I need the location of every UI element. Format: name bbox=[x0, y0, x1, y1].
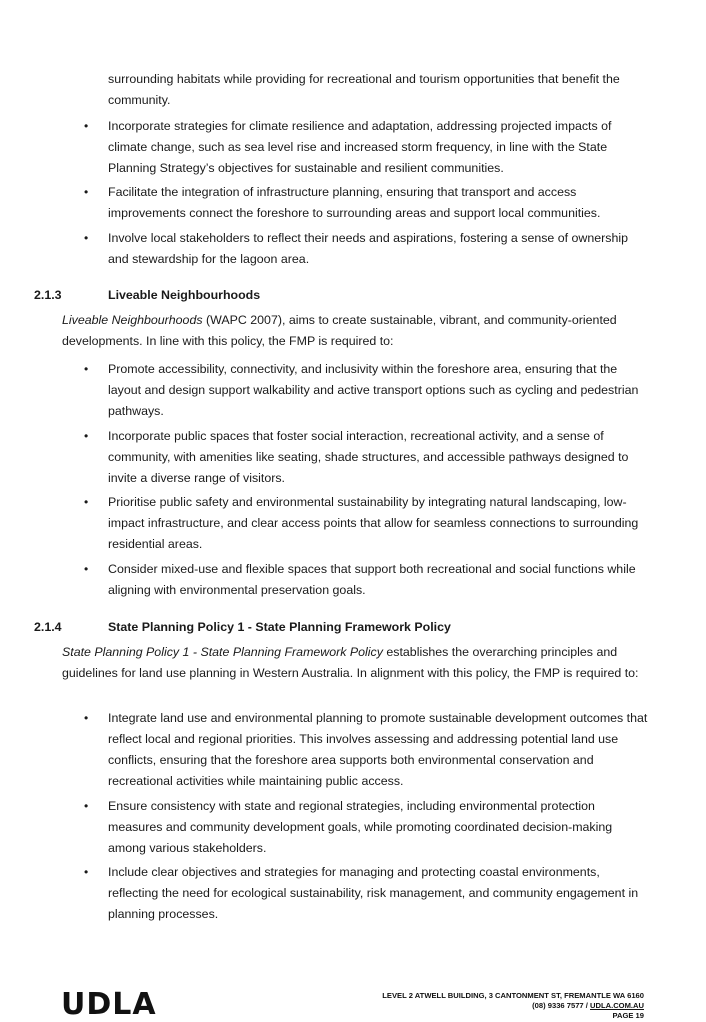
list-item: • Include clear objectives and strategies for managing and protecting coastal environments, reflecting the need for ecological sustainability, risk management, and community engagement in planning processes. bbox=[108, 862, 648, 925]
list-item: • Promote accessibility, connectivity, and inclusivity within the foreshore area, ensuring that the layout and design support walkability and active transport options such as cycling and pedestrian pathways. bbox=[108, 359, 648, 422]
udla-logo: UDLA bbox=[61, 987, 157, 1022]
bullet-icon: • bbox=[84, 495, 89, 509]
page-footer bbox=[382, 991, 644, 1021]
list-item: • Facilitate the integration of infrastructure planning, ensuring that transport and access improvements connect the foreshore to surrounding areas and support local communities. bbox=[108, 182, 648, 224]
section-heading-2-1-4 bbox=[34, 617, 451, 638]
bullet-icon: • bbox=[84, 185, 89, 199]
section-number: 2.1.4 bbox=[34, 620, 62, 634]
section-number: 2.1.3 bbox=[34, 288, 62, 302]
footer-contact bbox=[382, 1001, 644, 1011]
section-intro-paragraph: Liveable Neighbourhoods (WAPC 2007), aims to create sustainable, vibrant, and community-oriented developments. In line with this policy, the FMP is required to: bbox=[62, 313, 617, 348]
section-intro-paragraph: State Planning Policy 1 - State Planning Framework Policy establishes the overarching principles and guidelines for land use planning in Western Australia. In alignment with this policy, the FMP is required to: bbox=[62, 645, 639, 680]
bullet-icon: • bbox=[84, 865, 89, 879]
list-item: • Integrate land use and environmental planning to promote sustainable development outcomes that reflect local and regional priorities. This involves assessing and addressing potential land use conflicts, ensuring that the foreshore area supports both environmental conservation and recreational activities while maintaining public access. bbox=[108, 708, 648, 792]
footer-address: LEVEL 2 ATWELL BUILDING, 3 CANTONMENT ST, FREMANTLE WA 6160 bbox=[382, 991, 644, 1000]
bullet-icon: • bbox=[84, 711, 89, 725]
bullet-icon: • bbox=[84, 362, 89, 376]
list-item: • Incorporate strategies for climate resilience and adaptation, addressing projected impacts of climate change, such as sea level rise and increased storm frequency, in line with the State Planning Strategy’s objectives for sustainable and resilient communities. bbox=[108, 116, 648, 179]
footer-website-link[interactable]: UDLA.COM.AU bbox=[590, 1001, 644, 1010]
bullet-icon: • bbox=[84, 562, 89, 576]
bullet-icon: • bbox=[84, 119, 89, 133]
bullet-icon: • bbox=[84, 231, 89, 245]
section-heading-2-1-3 bbox=[34, 285, 260, 306]
section-title: State Planning Policy 1 - State Planning Framework Policy bbox=[108, 620, 451, 634]
page-number: PAGE 19 bbox=[612, 1011, 644, 1020]
list-item: • Prioritise public safety and environmental sustainability by integrating natural landscaping, low-impact infrastructure, and clear access points that allow for seamless connections to surrounding residential areas. bbox=[108, 492, 648, 555]
footer-phone: (08) 9336 7577 bbox=[532, 1001, 584, 1010]
section-title: Liveable Neighbourhoods bbox=[108, 288, 261, 302]
list-item: • Consider mixed-use and flexible spaces that support both recreational and social functions while aligning with environmental preservation goals. bbox=[108, 559, 648, 601]
list-item: • Involve local stakeholders to reflect their needs and aspirations, fostering a sense of ownership and stewardship for the lagoon area. bbox=[108, 228, 648, 270]
bullet-icon: • bbox=[84, 799, 89, 813]
bullet-icon: • bbox=[84, 429, 89, 443]
intro-continuation: surrounding habitats while providing for recreational and tourism opportunities that benefit the community. bbox=[108, 72, 620, 107]
list-item: • Incorporate public spaces that foster social interaction, recreational activity, and a sense of community, with amenities like seating, shade structures, and accessible pathways designed to invite a diverse range of visitors. bbox=[108, 426, 648, 489]
footer-separator: / bbox=[583, 1001, 590, 1010]
list-item: • Ensure consistency with state and regional strategies, including environmental protection measures and community development goals, while promoting coordinated decision-making among various stakeholders. bbox=[108, 796, 648, 859]
